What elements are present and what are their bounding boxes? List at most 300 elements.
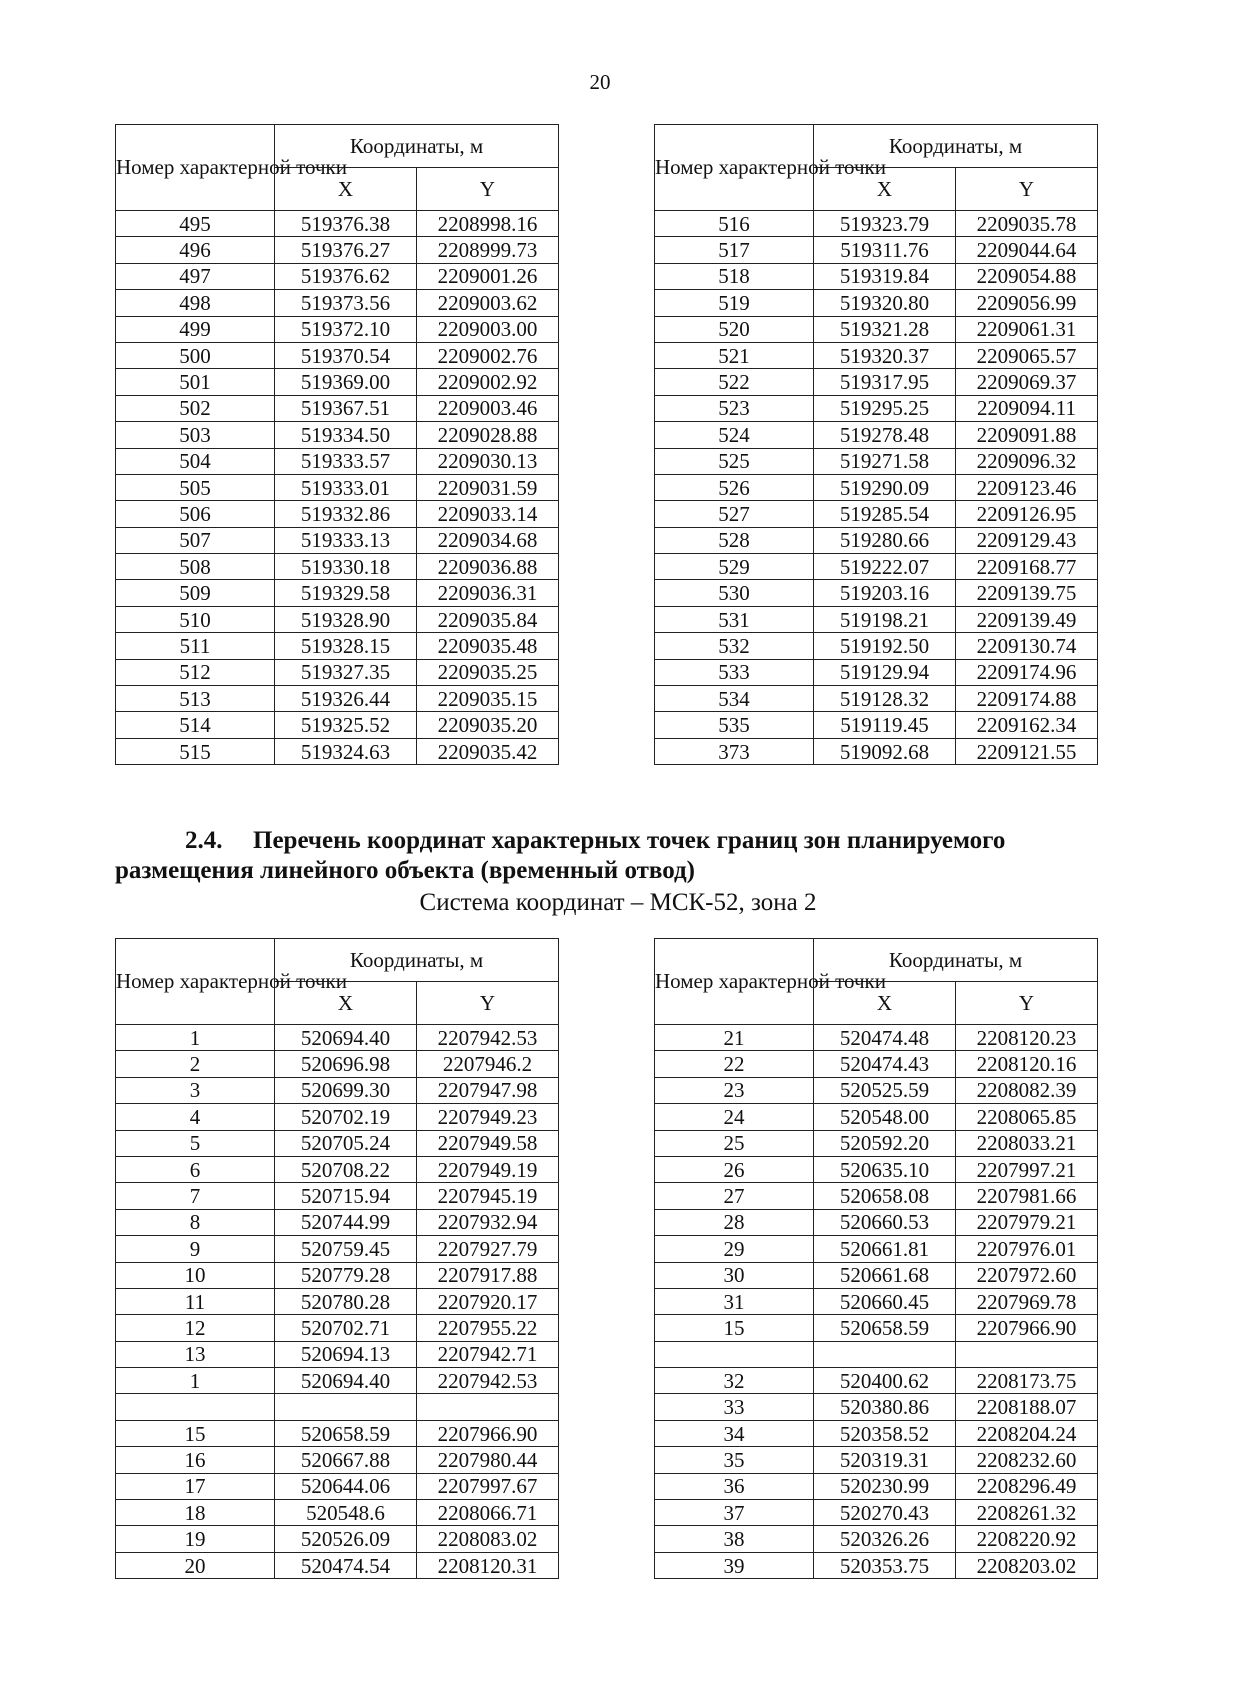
point-number-cell: 535 (655, 712, 814, 738)
point-number-cell: 27 (655, 1183, 814, 1209)
coordinate-system-label: Система координат – МСК-52, зона 2 (419, 889, 817, 916)
table-row (116, 712, 559, 738)
x-coordinate-cell: 520358.52 (814, 1420, 956, 1446)
y-coordinate-cell: 2207980.44 (417, 1447, 559, 1473)
x-coordinate-cell: 520660.45 (814, 1288, 956, 1314)
y-coordinate-cell (956, 1341, 1098, 1367)
table-row (116, 395, 559, 421)
table-row (116, 580, 559, 606)
x-coordinate-cell: 519092.68 (814, 738, 956, 764)
point-number-cell: 36 (655, 1473, 814, 1499)
y-coordinate-cell: 2208120.23 (956, 1025, 1098, 1051)
x-coordinate-cell: 520326.26 (814, 1526, 956, 1552)
y-coordinate-cell: 2209054.88 (956, 263, 1098, 289)
table-row (655, 1130, 1098, 1156)
header-coordinates: Координаты, м (275, 125, 559, 168)
table-row (655, 1368, 1098, 1394)
point-number-cell: 532 (655, 633, 814, 659)
table-row (655, 1183, 1098, 1209)
x-coordinate-cell: 520474.43 (814, 1051, 956, 1077)
y-coordinate-cell: 2207979.21 (956, 1209, 1098, 1235)
table-row (116, 316, 559, 342)
y-coordinate-cell: 2209121.55 (956, 738, 1098, 764)
table-row (116, 474, 559, 500)
header-y: Y (956, 982, 1098, 1025)
y-coordinate-cell: 2209168.77 (956, 554, 1098, 580)
table-row (116, 1552, 559, 1578)
point-number-cell: 508 (116, 554, 275, 580)
y-coordinate-cell: 2209036.31 (417, 580, 559, 606)
x-coordinate-cell: 519325.52 (275, 712, 417, 738)
table-row (116, 1183, 559, 1209)
x-coordinate-cell: 520400.62 (814, 1368, 956, 1394)
x-coordinate-cell: 519376.62 (275, 263, 417, 289)
point-number-cell: 533 (655, 659, 814, 685)
table-row (116, 342, 559, 368)
y-coordinate-cell: 2209123.46 (956, 474, 1098, 500)
y-coordinate-cell: 2209030.13 (417, 448, 559, 474)
table-row (116, 369, 559, 395)
table-row (655, 369, 1098, 395)
point-number-cell: 522 (655, 369, 814, 395)
point-number-cell: 529 (655, 554, 814, 580)
x-coordinate-cell: 519198.21 (814, 606, 956, 632)
table-row (116, 1341, 559, 1367)
y-coordinate-cell: 2209061.31 (956, 316, 1098, 342)
coordinates-table-2 (654, 124, 1098, 765)
point-number-cell: 34 (655, 1420, 814, 1446)
y-coordinate-cell: 2208296.49 (956, 1473, 1098, 1499)
point-number-cell: 504 (116, 448, 275, 474)
point-number-cell: 503 (116, 422, 275, 448)
table-row (655, 606, 1098, 632)
table-row (116, 606, 559, 632)
table-row (655, 1473, 1098, 1499)
header-x: X (814, 168, 956, 211)
point-number-cell: 32 (655, 1368, 814, 1394)
point-number-cell: 495 (116, 211, 275, 237)
point-number-cell: 497 (116, 263, 275, 289)
x-coordinate-cell: 519317.95 (814, 369, 956, 395)
x-coordinate-cell: 519321.28 (814, 316, 956, 342)
header-x: X (814, 982, 956, 1025)
point-number-cell: 496 (116, 237, 275, 263)
y-coordinate-cell: 2209056.99 (956, 290, 1098, 316)
table-row (116, 448, 559, 474)
y-coordinate-cell: 2207976.01 (956, 1236, 1098, 1262)
point-number-cell: 511 (116, 633, 275, 659)
x-coordinate-cell: 520667.88 (275, 1447, 417, 1473)
y-coordinate-cell: 2208083.02 (417, 1526, 559, 1552)
table-row (116, 1420, 559, 1446)
point-number-cell: 19 (116, 1526, 275, 1552)
table-row (116, 527, 559, 553)
table-row (116, 1130, 559, 1156)
y-coordinate-cell: 2209001.26 (417, 263, 559, 289)
x-coordinate-cell: 519328.90 (275, 606, 417, 632)
y-coordinate-cell: 2209031.59 (417, 474, 559, 500)
point-number-cell: 7 (116, 1183, 275, 1209)
y-coordinate-cell: 2207942.71 (417, 1341, 559, 1367)
x-coordinate-cell: 520548.00 (814, 1104, 956, 1130)
point-number-cell: 25 (655, 1130, 814, 1156)
point-number-cell: 499 (116, 316, 275, 342)
point-number-cell: 37 (655, 1500, 814, 1526)
y-coordinate-cell: 2207966.90 (956, 1315, 1098, 1341)
x-coordinate-cell: 519323.79 (814, 211, 956, 237)
x-coordinate-cell: 520526.09 (275, 1526, 417, 1552)
point-number-cell (655, 1341, 814, 1367)
table-row (116, 659, 559, 685)
x-coordinate-cell: 520270.43 (814, 1500, 956, 1526)
section-number: 2.4. (185, 827, 223, 854)
point-number-cell: 39 (655, 1552, 814, 1578)
header-coordinates: Координаты, м (814, 939, 1098, 982)
x-coordinate-cell: 520694.13 (275, 1341, 417, 1367)
x-coordinate-cell: 519324.63 (275, 738, 417, 764)
table-row (655, 1341, 1098, 1367)
header-coordinates: Координаты, м (275, 939, 559, 982)
header-y: Y (956, 168, 1098, 211)
y-coordinate-cell: 2207932.94 (417, 1209, 559, 1235)
table-row (655, 1500, 1098, 1526)
table-row (655, 738, 1098, 764)
x-coordinate-cell: 519333.57 (275, 448, 417, 474)
point-number-cell: 498 (116, 290, 275, 316)
x-coordinate-cell: 520644.06 (275, 1473, 417, 1499)
point-number-cell: 373 (655, 738, 814, 764)
x-coordinate-cell: 519295.25 (814, 395, 956, 421)
section-title-line-2: размещения линейного объекта (временный отвод) (115, 857, 695, 884)
y-coordinate-cell: 2208120.16 (956, 1051, 1098, 1077)
point-number-cell: 506 (116, 501, 275, 527)
point-number-cell: 6 (116, 1156, 275, 1182)
point-number-cell: 20 (116, 1552, 275, 1578)
point-number-cell: 12 (116, 1315, 275, 1341)
x-coordinate-cell: 519369.00 (275, 369, 417, 395)
point-number-cell: 501 (116, 369, 275, 395)
table-row (116, 1209, 559, 1235)
table-row (655, 1288, 1098, 1314)
x-coordinate-cell: 519376.38 (275, 211, 417, 237)
x-coordinate-cell: 519278.48 (814, 422, 956, 448)
point-number-cell: 512 (116, 659, 275, 685)
point-number-cell: 33 (655, 1394, 814, 1420)
x-coordinate-cell: 520474.54 (275, 1552, 417, 1578)
y-coordinate-cell: 2208120.31 (417, 1552, 559, 1578)
table-row (655, 659, 1098, 685)
x-coordinate-cell (275, 1394, 417, 1420)
y-coordinate-cell: 2209129.43 (956, 527, 1098, 553)
point-number-cell: 3 (116, 1077, 275, 1103)
x-coordinate-cell: 520694.40 (275, 1368, 417, 1394)
x-coordinate-cell: 519320.80 (814, 290, 956, 316)
table-row (655, 395, 1098, 421)
x-coordinate-cell: 520658.08 (814, 1183, 956, 1209)
y-coordinate-cell: 2209174.96 (956, 659, 1098, 685)
point-number-cell: 1 (116, 1368, 275, 1394)
table-row (655, 712, 1098, 738)
table-row (655, 501, 1098, 527)
table-row (116, 1500, 559, 1526)
x-coordinate-cell: 520702.19 (275, 1104, 417, 1130)
table-row (655, 1077, 1098, 1103)
table-row (116, 633, 559, 659)
y-coordinate-cell: 2209035.42 (417, 738, 559, 764)
x-coordinate-cell: 519328.15 (275, 633, 417, 659)
y-coordinate-cell: 2209035.15 (417, 686, 559, 712)
x-coordinate-cell: 520759.45 (275, 1236, 417, 1262)
point-number-cell: 13 (116, 1341, 275, 1367)
x-coordinate-cell: 520525.59 (814, 1077, 956, 1103)
table-row (116, 1104, 559, 1130)
table-row (655, 1156, 1098, 1182)
header-x: X (275, 982, 417, 1025)
point-number-cell: 526 (655, 474, 814, 500)
x-coordinate-cell: 520708.22 (275, 1156, 417, 1182)
table-row (655, 1420, 1098, 1446)
table-row (116, 1368, 559, 1394)
x-coordinate-cell: 520658.59 (814, 1315, 956, 1341)
point-number-cell: 16 (116, 1447, 275, 1473)
point-number-cell: 30 (655, 1262, 814, 1288)
x-coordinate-cell: 519329.58 (275, 580, 417, 606)
x-coordinate-cell: 519372.10 (275, 316, 417, 342)
y-coordinate-cell: 2208232.60 (956, 1447, 1098, 1473)
table-row (116, 211, 559, 237)
x-coordinate-cell: 519290.09 (814, 474, 956, 500)
point-number-cell: 530 (655, 580, 814, 606)
point-number-cell: 10 (116, 1262, 275, 1288)
table-row (116, 1077, 559, 1103)
point-number-cell: 516 (655, 211, 814, 237)
section-title-line-1: Перечень координат характерных точек границ зон планируемого (253, 827, 1006, 854)
coordinates-table-3 (115, 938, 559, 1579)
y-coordinate-cell: 2209035.78 (956, 211, 1098, 237)
point-number-cell: 24 (655, 1104, 814, 1130)
x-coordinate-cell: 519222.07 (814, 554, 956, 580)
table-row (655, 1025, 1098, 1051)
x-coordinate-cell: 520592.20 (814, 1130, 956, 1156)
x-coordinate-cell: 519330.18 (275, 554, 417, 580)
point-number-cell: 527 (655, 501, 814, 527)
header-point-number: Номер характерной точки (116, 125, 275, 211)
y-coordinate-cell: 2208188.07 (956, 1394, 1098, 1420)
table-row (655, 1104, 1098, 1130)
x-coordinate-cell: 519319.84 (814, 263, 956, 289)
y-coordinate-cell: 2207949.23 (417, 1104, 559, 1130)
y-coordinate-cell: 2209139.49 (956, 606, 1098, 632)
header-point-number: Номер характерной точки (655, 125, 814, 211)
point-number-cell: 513 (116, 686, 275, 712)
table-row (655, 554, 1098, 580)
header-y: Y (417, 168, 559, 211)
point-number-cell: 520 (655, 316, 814, 342)
y-coordinate-cell: 2208204.24 (956, 1420, 1098, 1446)
table-row (655, 422, 1098, 448)
table-row (116, 501, 559, 527)
point-number-cell: 518 (655, 263, 814, 289)
y-coordinate-cell: 2209003.00 (417, 316, 559, 342)
y-coordinate-cell: 2207946.2 (417, 1051, 559, 1077)
table-row (116, 1473, 559, 1499)
page-number: 20 (589, 70, 611, 94)
y-coordinate-cell: 2209096.32 (956, 448, 1098, 474)
y-coordinate-cell: 2207920.17 (417, 1288, 559, 1314)
table-row (116, 1447, 559, 1473)
x-coordinate-cell: 520658.59 (275, 1420, 417, 1446)
point-number-cell: 515 (116, 738, 275, 764)
y-coordinate-cell: 2209069.37 (956, 369, 1098, 395)
y-coordinate-cell: 2209065.57 (956, 342, 1098, 368)
table-row (655, 1394, 1098, 1420)
table-row (655, 1209, 1098, 1235)
header-point-number: Номер характерной точки (116, 939, 275, 1025)
point-number-cell: 510 (116, 606, 275, 632)
x-coordinate-cell: 519333.13 (275, 527, 417, 553)
x-coordinate-cell: 519203.16 (814, 580, 956, 606)
point-number-cell: 534 (655, 686, 814, 712)
y-coordinate-cell: 2207927.79 (417, 1236, 559, 1262)
point-number-cell: 514 (116, 712, 275, 738)
y-coordinate-cell: 2208065.85 (956, 1104, 1098, 1130)
point-number-cell: 521 (655, 342, 814, 368)
y-coordinate-cell: 2209126.95 (956, 501, 1098, 527)
x-coordinate-cell: 520380.86 (814, 1394, 956, 1420)
x-coordinate-cell: 520705.24 (275, 1130, 417, 1156)
point-number-cell: 4 (116, 1104, 275, 1130)
x-coordinate-cell: 520548.6 (275, 1500, 417, 1526)
y-coordinate-cell: 2207942.53 (417, 1025, 559, 1051)
x-coordinate-cell: 519271.58 (814, 448, 956, 474)
table-row (655, 474, 1098, 500)
x-coordinate-cell: 520230.99 (814, 1473, 956, 1499)
table-row (116, 1315, 559, 1341)
point-number-cell: 505 (116, 474, 275, 500)
x-coordinate-cell: 519327.35 (275, 659, 417, 685)
y-coordinate-cell: 2207969.78 (956, 1288, 1098, 1314)
table-row (655, 316, 1098, 342)
x-coordinate-cell: 519192.50 (814, 633, 956, 659)
x-coordinate-cell: 520661.68 (814, 1262, 956, 1288)
table-row (116, 1288, 559, 1314)
y-coordinate-cell: 2209139.75 (956, 580, 1098, 606)
x-coordinate-cell: 519370.54 (275, 342, 417, 368)
table-row (655, 1051, 1098, 1077)
point-number-cell: 524 (655, 422, 814, 448)
y-coordinate-cell: 2207942.53 (417, 1368, 559, 1394)
y-coordinate-cell: 2209028.88 (417, 422, 559, 448)
point-number-cell: 11 (116, 1288, 275, 1314)
y-coordinate-cell: 2208999.73 (417, 237, 559, 263)
x-coordinate-cell: 519333.01 (275, 474, 417, 500)
x-coordinate-cell: 519280.66 (814, 527, 956, 553)
table-row (655, 633, 1098, 659)
point-number-cell: 15 (655, 1315, 814, 1341)
section-heading-line-1 (115, 826, 1125, 856)
y-coordinate-cell: 2207997.21 (956, 1156, 1098, 1182)
y-coordinate-cell: 2208203.02 (956, 1552, 1098, 1578)
x-coordinate-cell: 520694.40 (275, 1025, 417, 1051)
y-coordinate-cell: 2209036.88 (417, 554, 559, 580)
point-number-cell: 517 (655, 237, 814, 263)
table-row (655, 263, 1098, 289)
point-number-cell: 8 (116, 1209, 275, 1235)
x-coordinate-cell: 519129.94 (814, 659, 956, 685)
table-row (655, 1315, 1098, 1341)
x-coordinate-cell: 520779.28 (275, 1262, 417, 1288)
x-coordinate-cell: 520715.94 (275, 1183, 417, 1209)
x-coordinate-cell: 520635.10 (814, 1156, 956, 1182)
table-row (116, 1236, 559, 1262)
y-coordinate-cell: 2209035.25 (417, 659, 559, 685)
table-row (655, 448, 1098, 474)
header-coordinates: Координаты, м (814, 125, 1098, 168)
point-number-cell: 507 (116, 527, 275, 553)
x-coordinate-cell: 519128.32 (814, 686, 956, 712)
table-row (116, 1051, 559, 1077)
x-coordinate-cell: 520744.99 (275, 1209, 417, 1235)
table-row (655, 1526, 1098, 1552)
y-coordinate-cell: 2207981.66 (956, 1183, 1098, 1209)
y-coordinate-cell: 2208220.92 (956, 1526, 1098, 1552)
table-row (116, 554, 559, 580)
y-coordinate-cell: 2208033.21 (956, 1130, 1098, 1156)
x-coordinate-cell: 519320.37 (814, 342, 956, 368)
y-coordinate-cell: 2209033.14 (417, 501, 559, 527)
y-coordinate-cell: 2208066.71 (417, 1500, 559, 1526)
y-coordinate-cell: 2207966.90 (417, 1420, 559, 1446)
section-heading (115, 826, 1125, 886)
y-coordinate-cell: 2209044.64 (956, 237, 1098, 263)
y-coordinate-cell (417, 1394, 559, 1420)
point-number-cell: 519 (655, 290, 814, 316)
table-row (116, 1394, 559, 1420)
x-coordinate-cell: 520780.28 (275, 1288, 417, 1314)
point-number-cell: 22 (655, 1051, 814, 1077)
point-number-cell: 21 (655, 1025, 814, 1051)
y-coordinate-cell: 2209003.46 (417, 395, 559, 421)
x-coordinate-cell: 519285.54 (814, 501, 956, 527)
x-coordinate-cell: 520474.48 (814, 1025, 956, 1051)
y-coordinate-cell: 2209002.92 (417, 369, 559, 395)
table-row (116, 1526, 559, 1552)
table-row (116, 1156, 559, 1182)
y-coordinate-cell: 2208173.75 (956, 1368, 1098, 1394)
coordinates-table-1 (115, 124, 559, 765)
table-row (655, 1447, 1098, 1473)
table-row (116, 1262, 559, 1288)
y-coordinate-cell: 2209091.88 (956, 422, 1098, 448)
point-number-cell: 531 (655, 606, 814, 632)
point-number-cell: 15 (116, 1420, 275, 1446)
point-number-cell: 525 (655, 448, 814, 474)
point-number-cell: 5 (116, 1130, 275, 1156)
table-row (116, 290, 559, 316)
y-coordinate-cell: 2207997.67 (417, 1473, 559, 1499)
point-number-cell: 528 (655, 527, 814, 553)
table-row (116, 422, 559, 448)
y-coordinate-cell: 2209174.88 (956, 686, 1098, 712)
x-coordinate-cell: 520660.53 (814, 1209, 956, 1235)
point-number-cell: 31 (655, 1288, 814, 1314)
y-coordinate-cell: 2209035.20 (417, 712, 559, 738)
table-row (655, 1236, 1098, 1262)
point-number-cell (116, 1394, 275, 1420)
point-number-cell: 38 (655, 1526, 814, 1552)
x-coordinate-cell (814, 1341, 956, 1367)
table-row (655, 211, 1098, 237)
